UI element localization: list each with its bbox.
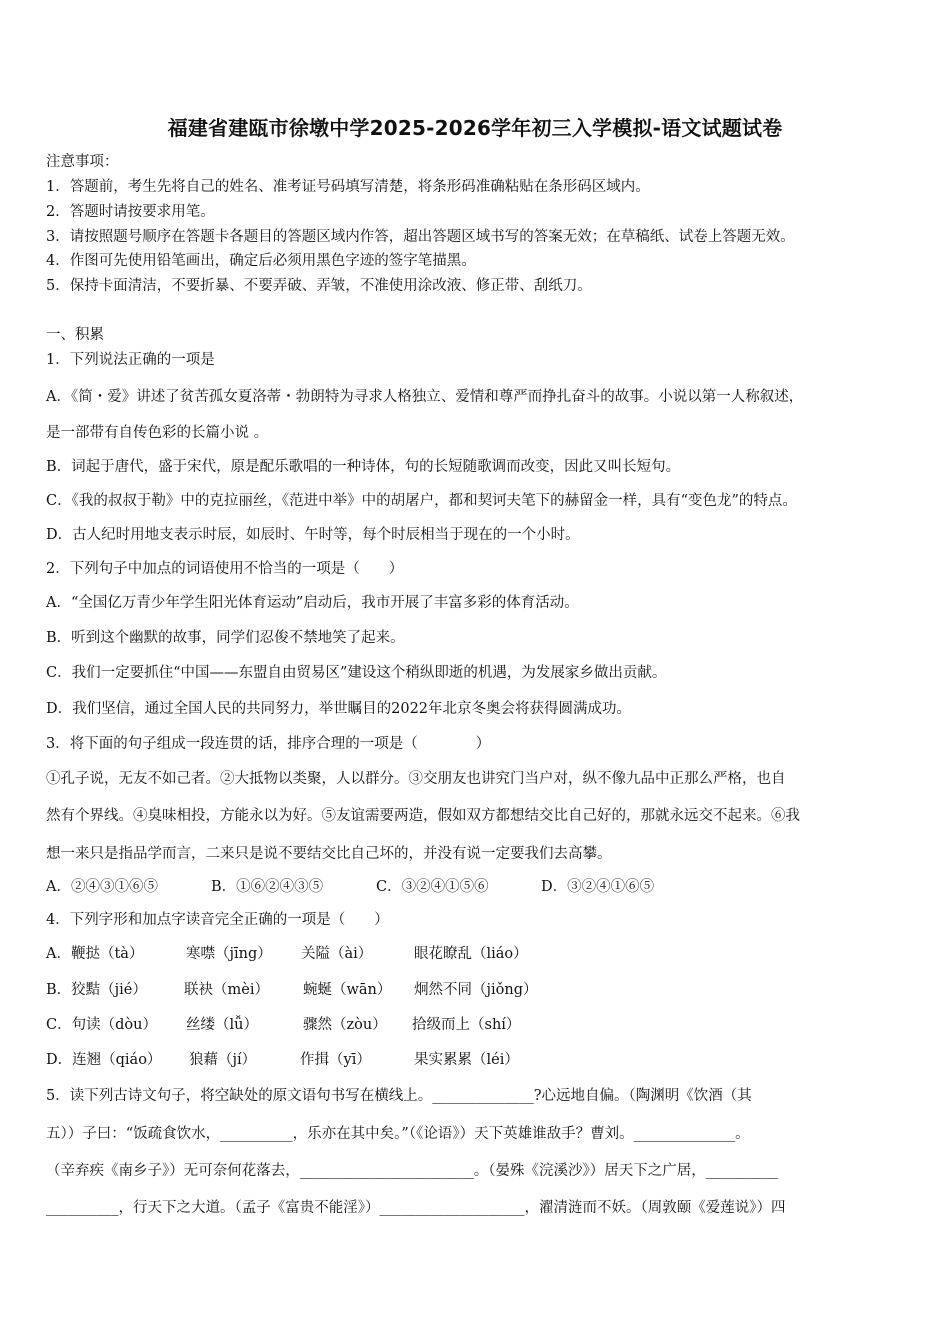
question-3-option-b: B．①⑥②④③⑤ <box>211 879 324 895</box>
notice-item: 4．作图可先使用铅笔画出，确定后必须用黑色字迹的签字笔描黑。 <box>46 253 476 269</box>
question-1-option-b: B．词起于唐代，盛于宋代，原是配乐歌唱的一种诗体，句的长短随歌调而改变，因此又叫长短句。 <box>46 459 681 475</box>
question-1-option-a: A．《简・爱》讲述了贫苦孤女夏洛蒂・勃朗特为寻求人格独立、爱情和尊严而挣扎奋斗的故事。小说以第一人称叙述， <box>46 389 804 405</box>
question-1-option-a-cont: 是一部带有自传色彩的长篇小说 。 <box>46 425 269 441</box>
notice-heading: 注意事项： <box>46 154 119 170</box>
question-3-option-a: A．②④③①⑥⑤ <box>46 879 158 895</box>
question-2-option-c: C．我们一定要抓住“中国——东盟自由贸易区”建设这个稍纵即逝的机遇，为发展家乡做出贡献。 <box>46 665 667 681</box>
question-4-item: 骤然（zòu） <box>303 1017 387 1033</box>
question-4-item: 作揖（yī） <box>300 1052 371 1068</box>
question-3-option-d: D．③②④①⑥⑤ <box>541 879 655 895</box>
question-2-stem: 2．下列句子中加点的词语使用不恰当的一项是（ ） <box>46 561 404 577</box>
question-5-text: （辛弃疾《南乡子》）无可奈何花落去，________________________。（晏殊《浣溪沙》）居天下之广居，__________ <box>46 1163 779 1179</box>
question-4-item: 联袂（mèi） <box>184 982 269 998</box>
notice-item: 5．保持卡面清洁，不要折暴、不要弄破、弄皱，不准使用涂改液、修正带、刮纸刀。 <box>46 278 592 294</box>
page-title: 福建省建瓯市徐墩中学2025-2026学年初三入学模拟-语文试题试卷 <box>167 116 783 140</box>
question-4-item: C．句读（dòu） <box>46 1017 157 1033</box>
question-4-option-row <box>46 944 908 964</box>
question-4-option-row <box>46 980 908 1000</box>
notice-item: 2．答题时请按要求用笔。 <box>46 204 215 220</box>
question-4-option-row <box>46 1050 908 1070</box>
question-4-item: 拾级而上（shí） <box>412 1017 521 1033</box>
question-4-item: 关隘（ài） <box>301 946 373 962</box>
question-1-option-d: D．古人纪时用地支表示时辰，如辰时、午时等，每个时辰相当于现在的一个小时。 <box>46 527 580 543</box>
question-2-option-b: B．听到这个幽默的故事，同学们忍俊不禁地笑了起来。 <box>46 630 405 646</box>
question-4-item: D．连翘（qiáo） <box>46 1052 162 1068</box>
question-3-passage: 想一来只是指品学而言，二来只是说不要结交比自己坏的，并没有说一定要我们去高攀。 <box>46 846 612 862</box>
question-4-item: 狼藉（jí） <box>189 1052 257 1068</box>
question-4-item: B．狡黠（jié） <box>46 982 147 998</box>
question-4-option-row <box>46 1015 908 1035</box>
question-4-item: 炯然不同（jiǒng） <box>414 982 538 998</box>
question-4-item: 果实累累（léi） <box>414 1052 519 1068</box>
question-3-options <box>46 877 908 897</box>
question-1-stem: 1．下列说法正确的一项是 <box>46 352 215 368</box>
question-4-item: 寒噤（jīng） <box>186 946 272 962</box>
question-5-text: __________，行天下之大道。（孟子《富贵不能淫》）____________________，濯清涟而不妖。（周敦颐《爱莲说》）四 <box>46 1200 786 1216</box>
section-heading: 一、积累 <box>46 327 104 343</box>
question-1-option-c: C．《我的叔叔于勒》中的克拉丽丝，《范进中举》中的胡屠户，都和契诃夫笔下的赫留金一样，具有“变色龙”的特点。 <box>46 493 797 509</box>
question-4-stem: 4．下列字形和加点字读音完全正确的一项是（ ） <box>46 912 389 928</box>
question-5-text: 5．读下列古诗文句子，将空缺处的原文语句书写在横线上。______________?心远地自偏。（陶渊明《饮酒（其 <box>46 1088 752 1104</box>
question-4-item: 眼花瞭乱（liáo） <box>414 946 528 962</box>
question-3-passage: ①孔子说，无友不如己者。②大抵物以类聚，人以群分。③交朋友也讲究门当户对，纵不像九品中正那么严格，也自 <box>46 771 786 787</box>
question-4-item: A．鞭挞（tà） <box>46 946 144 962</box>
question-5-text: 五））子曰：“饭疏食饮水，__________，乐亦在其中矣。”（《论语》）天下英雄谁敌手？曹刘。______________。 <box>46 1126 750 1142</box>
question-3-passage: 然有个界线。④臭味相投，方能永以为好。⑤友谊需要两造，假如双方都想结交比自己好的，那就永远交不起来。⑥我 <box>46 808 800 824</box>
question-4-item: 丝缕（lǚ） <box>186 1017 258 1033</box>
question-4-item: 蜿蜒（wān） <box>303 982 392 998</box>
question-2-option-d: D．我们坚信，通过全国人民的共同努力，举世瞩目的2022年北京冬奥会将获得圆满成功。 <box>46 701 632 717</box>
question-3-stem: 3．将下面的句子组成一段连贯的话，排序合理的一项是（ ） <box>46 736 491 752</box>
notice-item: 1．答题前，考生先将自己的姓名、准考证号码填写清楚，将条形码准确粘贴在条形码区域内。 <box>46 179 650 195</box>
notice-item: 3．请按照题号顺序在答题卡各题目的答题区域内作答，超出答题区域书写的答案无效；在草稿纸、试卷上答题无效。 <box>46 229 795 245</box>
question-3-option-c: C．③②④①⑤⑥ <box>376 879 489 895</box>
question-2-option-a: A．“全国亿万青少年学生阳光体育运动”启动后，我市开展了丰富多彩的体育活动。 <box>46 595 579 611</box>
